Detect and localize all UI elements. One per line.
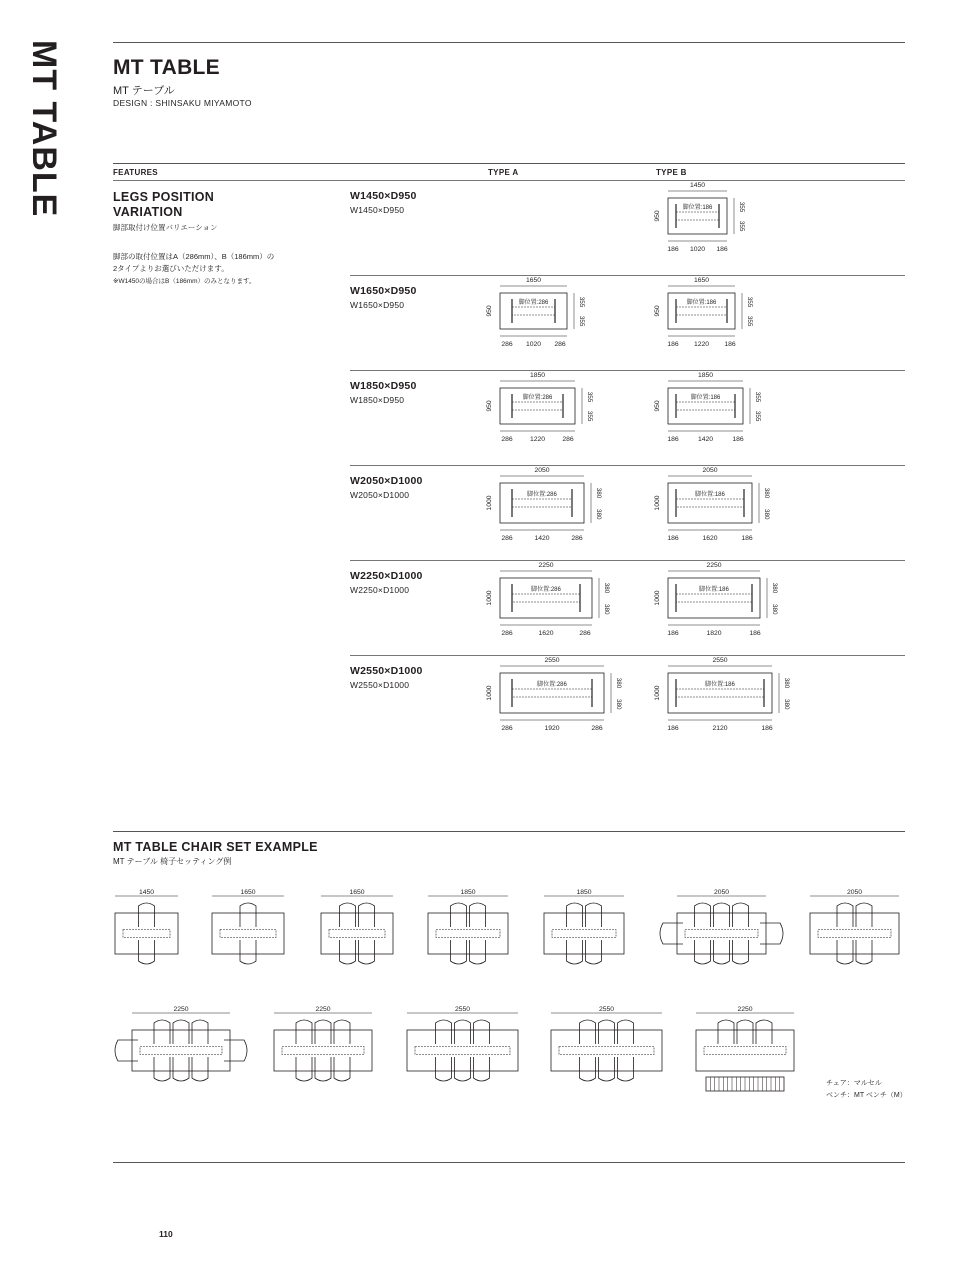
size-row-divider (350, 370, 905, 371)
page-subtitle: MT テーブル (113, 85, 175, 97)
table-top-outline (668, 198, 727, 234)
leg-span-label: 1220 (693, 341, 710, 348)
features-header-rule (113, 180, 905, 181)
side-dimension-upper: 355 (754, 391, 761, 403)
table-plan-diagram-b (650, 558, 792, 640)
table-top-outline (500, 578, 592, 618)
top-rule (113, 42, 905, 43)
leg-offset-right: 186 (732, 436, 744, 443)
chair-set-diagram (692, 1005, 798, 1097)
side-dimension-lower: 380 (783, 698, 790, 710)
size-title: W1850×D950 (350, 380, 417, 392)
chair-set-width-label: 2250 (315, 1006, 331, 1013)
table-top-outline (696, 1030, 794, 1071)
table-top-outline (551, 1030, 662, 1071)
side-dimension-lower: 380 (763, 508, 770, 520)
chair-set-diagram (424, 888, 512, 980)
leg-position-label: 脚位置:186 (690, 395, 721, 401)
table-top-outline (668, 673, 772, 713)
table-top-outline (677, 913, 766, 954)
features-description (113, 251, 274, 275)
chair-set-diagram (110, 1005, 252, 1097)
chair-set-diagram (655, 888, 788, 980)
leg-offset-right: 186 (761, 725, 773, 732)
table-top-outline (500, 293, 567, 329)
size-row-divider (350, 560, 905, 561)
table-top-outline (668, 293, 735, 329)
chair-set-width-label: 2050 (713, 889, 730, 896)
depth-dimension-label: 1000 (486, 495, 493, 511)
bench-note: ベンチ：MT ベンチ（M） (826, 1092, 907, 1099)
chair-set-subtitle: MT テーブル 椅子セッティング例 (113, 857, 232, 866)
leg-offset-left: 186 (667, 535, 679, 542)
chair-set-width-label: 2250 (737, 1006, 753, 1013)
leg-position-label: 脚位置:286 (527, 492, 557, 498)
side-dimension-upper: 355 (738, 201, 745, 213)
width-dimension-label: 2250 (706, 562, 722, 569)
side-dimension-upper: 355 (586, 391, 593, 403)
chair-set-diagram (317, 888, 397, 980)
table-plan-diagram-b (650, 368, 775, 450)
width-dimension-label: 1850 (529, 372, 546, 379)
chair-set-diagram (270, 1005, 376, 1097)
leg-frame (676, 689, 764, 697)
size-subtitle: W2250×D1000 (350, 585, 410, 595)
leg-offset-right: 186 (724, 341, 736, 348)
leg-offset-right: 286 (591, 725, 603, 732)
side-dimension-lower: 380 (615, 698, 622, 710)
size-title: W1650×D950 (350, 285, 417, 297)
size-subtitle: W1450×D950 (350, 205, 405, 215)
features-title (113, 190, 214, 220)
side-dimension-lower: 355 (586, 410, 593, 422)
depth-dimension-label: 950 (654, 305, 661, 317)
chair-set-width-label: 2050 (846, 889, 863, 896)
type-a-header: TYPE A (488, 168, 519, 177)
width-dimension-label: 1850 (697, 372, 714, 379)
table-top-outline (544, 913, 624, 954)
depth-dimension-label: 950 (486, 305, 493, 317)
side-dimension-upper: 380 (615, 677, 622, 689)
leg-span-label: 2120 (712, 725, 728, 732)
chair-set-diagram (806, 888, 903, 980)
leg-frame (512, 689, 592, 697)
leg-position-label: 脚位置:186 (682, 205, 713, 211)
table-top-outline (668, 388, 743, 424)
leg-offset-left: 186 (667, 725, 679, 732)
leg-position-label: 脚位置:186 (699, 587, 729, 593)
chair-set-width-label: 1850 (460, 889, 476, 896)
bottom-rule (113, 1162, 905, 1163)
type-b-header: TYPE B (656, 168, 687, 177)
size-title: W2250×D1000 (350, 570, 423, 582)
leg-frame (676, 212, 719, 220)
table-plan-diagram-a (482, 558, 624, 640)
chair-set-rule (113, 831, 905, 832)
side-dimension-upper: 355 (578, 296, 585, 308)
size-title: W1450×D950 (350, 190, 417, 202)
side-dimension-upper: 380 (763, 487, 770, 499)
leg-offset-right: 186 (741, 535, 753, 542)
table-top-outline (668, 483, 752, 523)
chair-set-width-label: 1650 (349, 889, 365, 896)
features-note: ※W1450の場合はB（186mm）のみとなります。 (113, 278, 256, 285)
depth-dimension-label: 950 (654, 400, 661, 412)
leg-offset-left: 286 (501, 630, 513, 637)
leg-span-label: 1620 (538, 630, 554, 637)
side-dimension-upper: 380 (603, 582, 610, 594)
leg-offset-left: 286 (501, 535, 513, 542)
chair-set-diagram (208, 888, 288, 980)
size-subtitle: W1850×D950 (350, 395, 405, 405)
leg-span-label: 1020 (525, 341, 542, 348)
table-plan-diagram-b (650, 273, 767, 355)
side-dimension-lower: 380 (771, 603, 778, 615)
features-desc-line2: 2タイプよりお選びいただけます。 (113, 264, 229, 273)
side-dimension-upper: 355 (746, 296, 753, 308)
leg-offset-left: 186 (667, 436, 679, 443)
leg-offset-right: 286 (554, 341, 566, 348)
depth-dimension-label: 1000 (654, 590, 661, 606)
depth-dimension-label: 950 (486, 400, 493, 412)
chair-set-width-label: 2550 (598, 1006, 615, 1013)
side-dimension-lower: 355 (578, 315, 585, 327)
table-top-outline (407, 1030, 518, 1071)
side-dimension-lower: 355 (754, 410, 761, 422)
side-dimension-upper: 380 (783, 677, 790, 689)
leg-offset-left: 186 (667, 630, 679, 637)
depth-dimension-label: 1000 (486, 685, 493, 701)
chair-set-width-label: 2550 (454, 1006, 471, 1013)
side-dimension-upper: 380 (771, 582, 778, 594)
side-title: MT TABLE (25, 40, 63, 218)
table-top-outline (115, 913, 178, 954)
leg-position-label: 脚位置:186 (705, 682, 735, 688)
leg-span-label: 1420 (697, 436, 714, 443)
leg-offset-left: 286 (501, 341, 513, 348)
leg-frame (676, 307, 727, 315)
size-title: W2050×D1000 (350, 475, 423, 487)
leg-offset-left: 186 (667, 341, 679, 348)
side-dimension-lower: 355 (738, 220, 745, 232)
side-dimension-lower: 355 (746, 315, 753, 327)
chair-note: チェア：マルセル (826, 1080, 882, 1087)
table-plan-diagram-a (482, 273, 599, 355)
depth-dimension-label: 1000 (654, 685, 661, 701)
leg-frame (512, 594, 580, 602)
leg-offset-left: 286 (501, 436, 513, 443)
depth-dimension-label: 1000 (486, 590, 493, 606)
width-dimension-label: 2050 (702, 467, 718, 474)
leg-span-label: 1920 (544, 725, 560, 732)
features-desc-line1: 脚部の取付位置はA（286mm）、B（186mm）の (113, 252, 275, 261)
side-dimension-upper: 380 (595, 487, 602, 499)
leg-offset-left: 186 (667, 246, 679, 253)
leg-offset-left: 286 (501, 725, 513, 732)
chair-set-width-label: 2250 (173, 1006, 189, 1013)
width-dimension-label: 2250 (538, 562, 554, 569)
features-top-rule (113, 163, 905, 164)
table-top-outline (668, 578, 760, 618)
table-top-outline (321, 913, 393, 954)
features-subtitle: 脚部取付け位置バリエーション (113, 223, 218, 232)
page-number: 110 (159, 1229, 173, 1239)
leg-frame (512, 307, 555, 315)
leg-span-label: 1220 (529, 436, 546, 443)
leg-position-label: 脚位置:186 (686, 300, 717, 306)
features-title-line1: LEGS POSITION (113, 190, 215, 204)
leg-span-label: 1020 (689, 246, 706, 253)
size-title: W2550×D1000 (350, 665, 423, 677)
chair-set-width-label: 1450 (138, 889, 155, 896)
table-top-outline (500, 673, 604, 713)
width-dimension-label: 2550 (544, 657, 560, 664)
leg-frame (676, 594, 752, 602)
leg-frame (676, 499, 744, 507)
size-row-divider (350, 275, 905, 276)
width-dimension-label: 1650 (525, 277, 542, 284)
leg-span-label: 1620 (702, 535, 718, 542)
chair-set-width-label: 1650 (240, 889, 256, 896)
leg-position-label: 脚位置:286 (537, 682, 567, 688)
table-plan-diagram-a (482, 368, 607, 450)
leg-span-label: 1420 (534, 535, 550, 542)
table-plan-diagram-b (650, 178, 759, 260)
chair-set-title: MT TABLE CHAIR SET EXAMPLE (113, 840, 318, 854)
leg-position-label: 脚位置:286 (518, 300, 549, 306)
chair-set-diagram (547, 1005, 666, 1097)
leg-offset-right: 286 (579, 630, 591, 637)
leg-span-label: 1820 (706, 630, 722, 637)
side-dimension-lower: 380 (603, 603, 610, 615)
leg-offset-right: 186 (749, 630, 761, 637)
chair-set-width-label: 1850 (576, 889, 592, 896)
size-row-divider (350, 465, 905, 466)
side-dimension-lower: 380 (595, 508, 602, 520)
leg-position-label: 脚位置:286 (522, 395, 553, 401)
depth-dimension-label: 950 (654, 210, 661, 222)
designer-credit: DESIGN : SHINSAKU MIYAMOTO (113, 98, 252, 108)
depth-dimension-label: 1000 (654, 495, 661, 511)
table-plan-diagram-a (482, 653, 636, 735)
leg-frame (676, 402, 735, 410)
features-header: FEATURES (113, 168, 158, 177)
chair-set-diagram (111, 888, 182, 980)
leg-offset-right: 286 (571, 535, 583, 542)
table-top-outline (132, 1030, 230, 1071)
page-title: MT TABLE (113, 56, 220, 79)
table-top-outline (500, 388, 575, 424)
leg-position-label: 脚位置:186 (695, 492, 725, 498)
width-dimension-label: 1450 (689, 182, 706, 189)
leg-offset-right: 186 (716, 246, 728, 253)
table-top-outline (810, 913, 899, 954)
width-dimension-label: 2050 (534, 467, 550, 474)
chair-set-diagram (403, 1005, 522, 1097)
leg-frame (512, 499, 572, 507)
table-plan-diagram-b (650, 463, 784, 545)
table-top-outline (212, 913, 284, 954)
width-dimension-label: 1650 (693, 277, 710, 284)
width-dimension-label: 2550 (712, 657, 728, 664)
table-plan-diagram-b (650, 653, 804, 735)
size-subtitle: W2550×D1000 (350, 680, 410, 690)
chair-set-diagram (540, 888, 628, 980)
leg-offset-right: 286 (562, 436, 574, 443)
features-title-line2: VARIATION (113, 205, 183, 219)
table-top-outline (274, 1030, 372, 1071)
size-subtitle: W1650×D950 (350, 300, 405, 310)
table-plan-diagram-a (482, 463, 616, 545)
leg-frame (512, 402, 563, 410)
table-top-outline (428, 913, 508, 954)
leg-position-label: 脚位置:286 (531, 587, 561, 593)
size-subtitle: W2050×D1000 (350, 490, 410, 500)
